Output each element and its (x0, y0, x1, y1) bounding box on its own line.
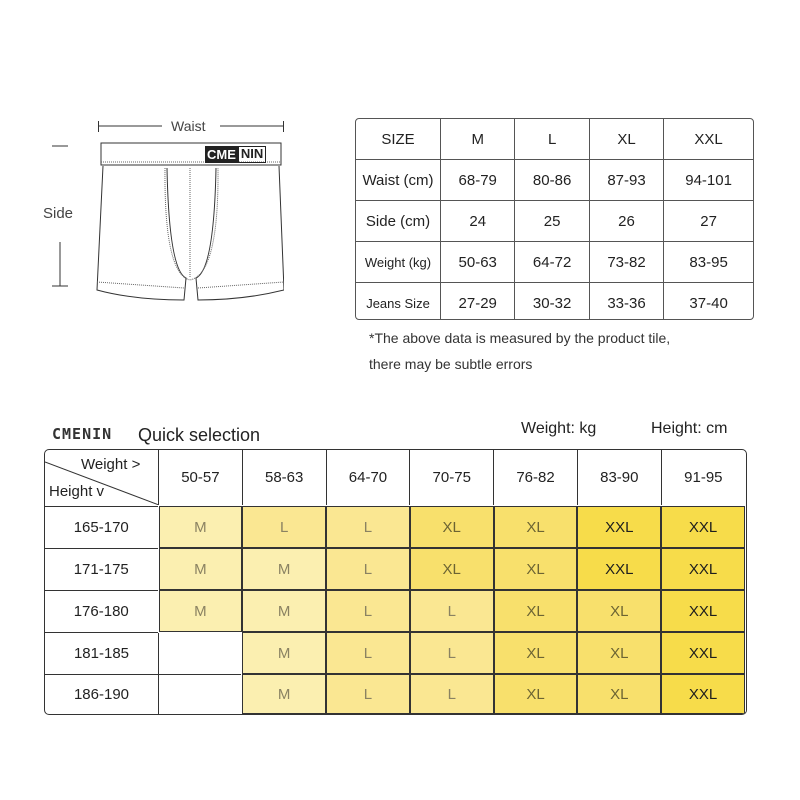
weight-header: 91-95 (661, 450, 745, 506)
spec-cell: 50-63 (441, 242, 515, 283)
height-label: 165-170 (45, 506, 159, 548)
spec-row-label: Jeans Size (356, 283, 441, 321)
size-cell: XL (494, 632, 578, 674)
size-cell (159, 632, 243, 674)
spec-cell: 94-101 (664, 160, 753, 201)
size-cell: L (242, 506, 326, 548)
logo-right: NIN (238, 146, 266, 163)
spec-header-row (356, 119, 753, 160)
logo-left: CME (207, 147, 236, 162)
size-cell: XL (577, 632, 661, 674)
spec-cell: 87-93 (589, 160, 663, 201)
note-line-2: there may be subtle errors (369, 356, 533, 372)
size-cell: L (326, 506, 410, 548)
size-cell: XXL (661, 632, 745, 674)
quick-selection-table (44, 449, 747, 715)
height-unit: Height: cm (651, 420, 728, 437)
size-cell: XXL (577, 548, 661, 590)
size-cell: L (410, 632, 494, 674)
corner-weight-label: Weight > (81, 456, 141, 473)
quick-header-row (45, 450, 745, 506)
height-label: 181-185 (45, 632, 159, 674)
size-cell: XL (577, 674, 661, 714)
quick-row (45, 590, 745, 632)
spec-cell: 68-79 (441, 160, 515, 201)
spec-header-cell: M (441, 119, 515, 160)
corner-cell (45, 450, 159, 506)
size-cell: M (159, 590, 243, 632)
weight-header: 76-82 (494, 450, 578, 506)
size-cell: XL (494, 506, 578, 548)
weight-header: 58-63 (242, 450, 326, 506)
side-label: Side (43, 205, 74, 222)
size-cell: M (242, 632, 326, 674)
size-cell: L (410, 590, 494, 632)
size-cell: L (326, 548, 410, 590)
spec-cell: 80-86 (515, 160, 589, 201)
size-cell: XL (577, 590, 661, 632)
weight-header: 50-57 (159, 450, 243, 506)
quick-row (45, 674, 745, 714)
spec-cell: 27-29 (441, 283, 515, 321)
height-label: 186-190 (45, 674, 159, 714)
waistband-logo (205, 146, 266, 163)
size-cell: M (242, 548, 326, 590)
spec-header-cell: XXL (664, 119, 753, 160)
size-cell: XL (494, 590, 578, 632)
spec-row-label: Side (cm) (356, 201, 441, 242)
size-cell: L (326, 674, 410, 714)
spec-row-label: Waist (cm) (356, 160, 441, 201)
size-cell: L (326, 632, 410, 674)
spec-row (356, 201, 753, 242)
size-cell: XXL (661, 674, 745, 714)
size-cell: XL (494, 674, 578, 714)
height-label: 171-175 (45, 548, 159, 590)
spec-row (356, 160, 753, 201)
size-cell: M (159, 506, 243, 548)
waist-label: Waist (171, 118, 206, 134)
spec-cell: 64-72 (515, 242, 589, 283)
spec-cell: 37-40 (664, 283, 753, 321)
quick-row (45, 548, 745, 590)
size-spec-table (355, 118, 754, 320)
spec-cell: 83-95 (664, 242, 753, 283)
waist-measure (98, 118, 284, 138)
spec-cell: 24 (441, 201, 515, 242)
weight-header: 70-75 (410, 450, 494, 506)
spec-row (356, 242, 753, 283)
height-label: 176-180 (45, 590, 159, 632)
size-cell: XL (410, 548, 494, 590)
size-cell: M (242, 590, 326, 632)
boxer-briefs-drawing (94, 140, 284, 305)
spec-cell: 26 (589, 201, 663, 242)
size-cell: M (242, 674, 326, 714)
size-cell: M (159, 548, 243, 590)
quick-row (45, 632, 745, 674)
size-cell: XXL (577, 506, 661, 548)
size-cell: XXL (661, 590, 745, 632)
size-cell (159, 674, 243, 714)
spec-header-cell: L (515, 119, 589, 160)
spec-cell: 33-36 (589, 283, 663, 321)
size-cell: L (410, 674, 494, 714)
note-line-1: *The above data is measured by the product tile, (369, 330, 671, 346)
spec-row (356, 283, 753, 321)
size-cell: XL (410, 506, 494, 548)
size-cell: L (326, 590, 410, 632)
corner-height-label: Height v (49, 483, 105, 500)
brand-logo: CMENIN (52, 425, 113, 443)
spec-cell: 27 (664, 201, 753, 242)
spec-header-cell: SIZE (356, 119, 441, 160)
quick-row (45, 506, 745, 548)
spec-cell: 73-82 (589, 242, 663, 283)
spec-cell: 30-32 (515, 283, 589, 321)
size-cell: XXL (661, 548, 745, 590)
weight-unit: Weight: kg (521, 420, 597, 437)
spec-row-label: Weight (kg) (356, 242, 441, 283)
spec-header-cell: XL (589, 119, 663, 160)
size-cell: XL (494, 548, 578, 590)
spec-cell: 25 (515, 201, 589, 242)
size-cell: XXL (661, 506, 745, 548)
weight-header: 64-70 (326, 450, 410, 506)
weight-header: 83-90 (577, 450, 661, 506)
quick-title: Quick selection (138, 425, 261, 445)
